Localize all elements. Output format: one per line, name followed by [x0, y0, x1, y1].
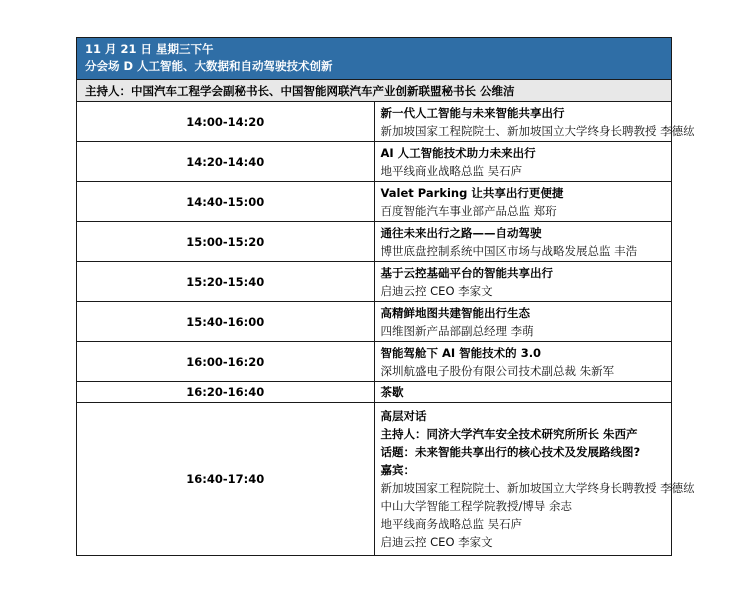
- agenda-table: [76, 37, 695, 556]
- talk-speaker: 启迪云控 CEO 李家文: [380, 283, 493, 298]
- session-date: 11 月 21 日 星期三下午: [85, 42, 214, 56]
- session-title: 分会场 D 人工智能、大数据和自动驾驶技术创新: [85, 59, 333, 73]
- panel-guest: 启迪云控 CEO 李家文: [380, 535, 493, 549]
- talk-title: 通往未来出行之路——自动驾驶: [380, 225, 542, 240]
- talk-speaker: 地平线商业战略总监 吴石庐: [380, 163, 523, 178]
- agenda-time: 16:00-16:20: [77, 342, 375, 382]
- panel-guest: 新加坡国家工程院院士、新加坡国立大学终身长聘教授 李德纮: [380, 481, 695, 495]
- session-header: [77, 38, 672, 80]
- agenda-row: [77, 262, 672, 302]
- talk-title: 新一代人工智能与未来智能共享出行: [380, 105, 565, 120]
- talk-title: 智能驾舱下 AI 智能技术的 3.0: [380, 345, 542, 360]
- talk-title: 高精鲜地图共建智能出行生态: [380, 305, 530, 320]
- agenda-time: 15:40-16:00: [77, 302, 375, 342]
- panel-host: 主持人：同济大学汽车安全技术研究所所长 朱西产: [380, 427, 638, 441]
- agenda-row: [77, 142, 672, 182]
- break-row: [77, 382, 672, 403]
- talk-title: 基于云控基础平台的智能共享出行: [380, 265, 553, 280]
- panel-time: 16:40-17:40: [77, 403, 375, 556]
- agenda-time: 14:00-14:20: [77, 102, 375, 142]
- panel-row: [77, 403, 672, 556]
- panel-topic: 话题：未来智能共享出行的核心技术及发展路线图?: [380, 445, 641, 459]
- panel-guest: 中山大学智能工程学院教授/博导 余志: [380, 499, 573, 513]
- talk-title: AI 人工智能技术助力未来出行: [380, 145, 536, 160]
- talk-speaker: 博世底盘控制系统中国区市场与战略发展总监 丰浩: [380, 243, 638, 258]
- session-host-row: [77, 80, 672, 102]
- break-title: 茶歇: [380, 385, 404, 399]
- agenda-time: 14:20-14:40: [77, 142, 375, 182]
- agenda-row: [77, 342, 672, 382]
- session-host: 主持人：中国汽车工程学会副秘书长、中国智能网联汽车产业创新联盟秘书长 公维洁: [77, 80, 672, 102]
- panel-guests-label: 嘉宾：: [380, 463, 415, 477]
- talk-speaker: 深圳航盛电子股份有限公司技术副总裁 朱新军: [380, 363, 615, 378]
- agenda-row: [77, 222, 672, 262]
- talk-title: Valet Parking 让共享出行更便捷: [380, 185, 564, 200]
- agenda-time: 14:40-15:00: [77, 182, 375, 222]
- agenda-time: 15:00-15:20: [77, 222, 375, 262]
- agenda-row: [77, 302, 672, 342]
- talk-speaker: 四维图新产品部副总经理 李萌: [380, 323, 534, 338]
- agenda-time: 15:20-15:40: [77, 262, 375, 302]
- panel-title: 高层对话: [380, 409, 427, 423]
- talk-speaker: 百度智能汽车事业部产品总监 郑珩: [380, 203, 557, 218]
- break-time: 16:20-16:40: [77, 382, 375, 403]
- agenda-row: [77, 182, 672, 222]
- agenda-row: [77, 102, 672, 142]
- panel-guest: 地平线商务战略总监 吴石庐: [380, 517, 523, 531]
- talk-speaker: 新加坡国家工程院院士、新加坡国立大学终身长聘教授 李德纮: [380, 123, 695, 138]
